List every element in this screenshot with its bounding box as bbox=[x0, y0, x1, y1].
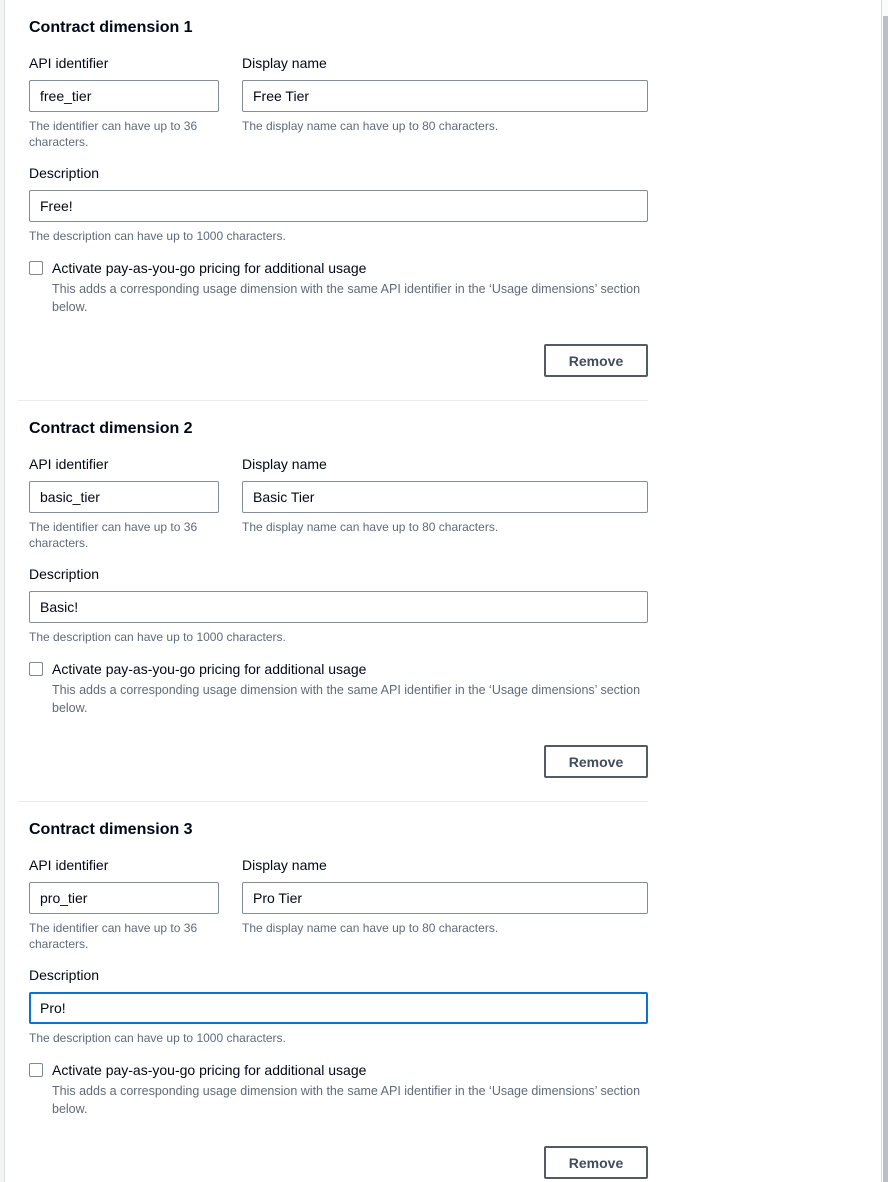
description-constraint: The description can have up to 1000 characters. bbox=[29, 1031, 286, 1045]
payg-checkbox-block bbox=[29, 258, 648, 316]
api-identifier-input[interactable] bbox=[29, 882, 219, 914]
description-input-focused[interactable] bbox=[29, 992, 648, 1024]
description-field bbox=[29, 164, 648, 244]
description-field bbox=[29, 565, 648, 645]
description-input[interactable] bbox=[29, 190, 648, 222]
display-name-input[interactable] bbox=[242, 882, 648, 914]
contract-dimension-section bbox=[18, 802, 648, 1179]
display-name-constraint: The display name can have up to 80 characters. bbox=[242, 520, 499, 534]
description-field bbox=[29, 966, 648, 1046]
payg-checkbox-description: This adds a corresponding usage dimension with the same API identifier in the ‘Usage dimensions’ section below. bbox=[52, 1084, 641, 1116]
payg-checkbox[interactable] bbox=[29, 261, 43, 275]
display-name-constraint: The display name can have up to 80 characters. bbox=[242, 921, 499, 935]
section-title: Contract dimension 2 bbox=[29, 420, 193, 437]
api-identifier-field bbox=[29, 455, 219, 551]
payg-checkbox-label[interactable]: Activate pay-as-you-go pricing for additional usage bbox=[52, 1062, 367, 1078]
payg-checkbox-description: This adds a corresponding usage dimension with the same API identifier in the ‘Usage dimensions’ section below. bbox=[52, 282, 641, 314]
api-identifier-constraint: The identifier can have up to 36 characters. bbox=[29, 520, 198, 550]
scrollbar-track[interactable] bbox=[881, 0, 888, 1182]
description-constraint: The description can have up to 1000 characters. bbox=[29, 229, 286, 243]
display-name-constraint: The display name can have up to 80 characters. bbox=[242, 119, 499, 133]
scrollbar-thumb[interactable] bbox=[883, 16, 888, 1182]
display-name-field bbox=[242, 856, 648, 952]
contract-dimensions-form bbox=[18, 0, 648, 1179]
api-identifier-field bbox=[29, 856, 219, 952]
api-identifier-constraint: The identifier can have up to 36 characters. bbox=[29, 921, 198, 951]
display-name-input[interactable] bbox=[242, 80, 648, 112]
display-name-input[interactable] bbox=[242, 481, 648, 513]
contract-dimension-section bbox=[18, 0, 648, 377]
payg-checkbox-block bbox=[29, 659, 648, 717]
payg-checkbox-block bbox=[29, 1060, 648, 1118]
display-name-field bbox=[242, 54, 648, 150]
description-input[interactable] bbox=[29, 591, 648, 623]
display-name-field bbox=[242, 455, 648, 551]
display-name-label: Display name bbox=[242, 857, 327, 873]
description-label: Description bbox=[29, 566, 100, 582]
payg-checkbox[interactable] bbox=[29, 1063, 43, 1077]
remove-dimension-button[interactable]: Remove bbox=[544, 344, 648, 377]
contract-dimension-section bbox=[18, 401, 648, 778]
api-identifier-label: API identifier bbox=[29, 857, 109, 873]
display-name-label: Display name bbox=[242, 456, 327, 472]
api-identifier-input[interactable] bbox=[29, 481, 219, 513]
api-identifier-constraint: The identifier can have up to 36 characters. bbox=[29, 119, 198, 149]
display-name-label: Display name bbox=[242, 55, 327, 71]
api-identifier-field bbox=[29, 54, 219, 150]
description-label: Description bbox=[29, 165, 100, 181]
left-panel-edge bbox=[0, 0, 5, 1182]
section-title: Contract dimension 3 bbox=[29, 821, 193, 838]
description-label: Description bbox=[29, 967, 100, 983]
payg-checkbox-label[interactable]: Activate pay-as-you-go pricing for additional usage bbox=[52, 260, 367, 276]
api-identifier-label: API identifier bbox=[29, 456, 109, 472]
api-identifier-input[interactable] bbox=[29, 80, 219, 112]
remove-dimension-button[interactable]: Remove bbox=[544, 745, 648, 778]
remove-dimension-button[interactable]: Remove bbox=[544, 1146, 648, 1179]
payg-checkbox-description: This adds a corresponding usage dimension with the same API identifier in the ‘Usage dimensions’ section below. bbox=[52, 683, 641, 715]
payg-checkbox-label[interactable]: Activate pay-as-you-go pricing for additional usage bbox=[52, 661, 367, 677]
description-constraint: The description can have up to 1000 characters. bbox=[29, 630, 286, 644]
section-title: Contract dimension 1 bbox=[29, 19, 193, 36]
api-identifier-label: API identifier bbox=[29, 55, 109, 71]
payg-checkbox[interactable] bbox=[29, 662, 43, 676]
